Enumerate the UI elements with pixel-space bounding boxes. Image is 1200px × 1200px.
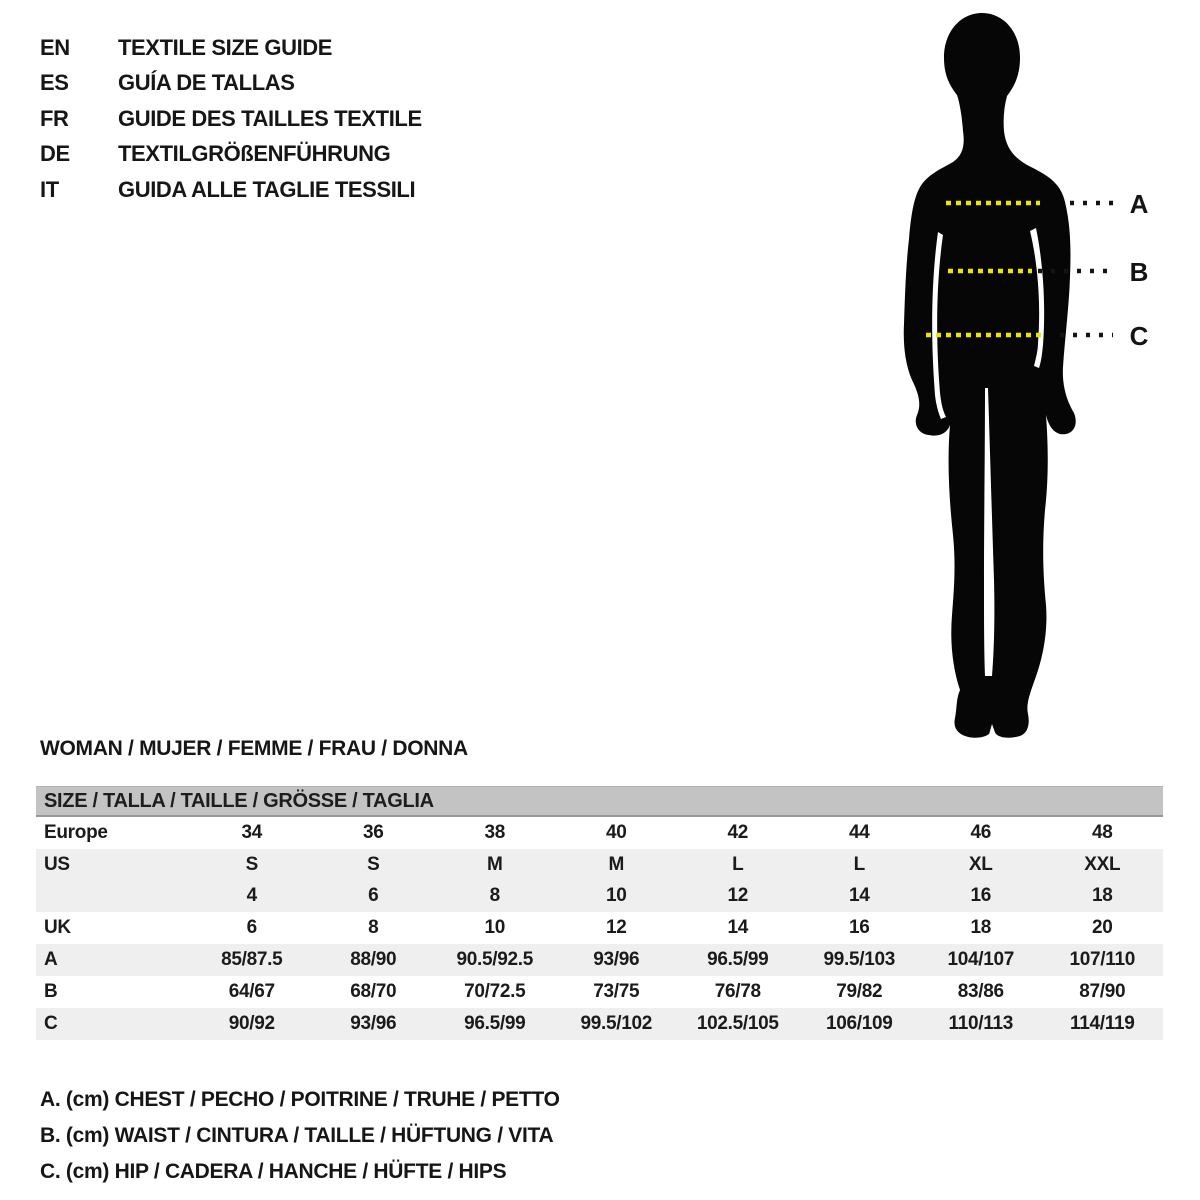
table-row-europe [36, 817, 1163, 849]
table-cell: 93/96 [350, 1012, 397, 1034]
table-cell: 90.5/92.5 [456, 949, 534, 971]
table-cell: 110/113 [948, 1012, 1013, 1034]
table-cell: 99.5/103 [823, 949, 896, 971]
table-cell: 12 [727, 885, 749, 907]
table-cell: 88/90 [350, 949, 397, 971]
table-cell: 38 [484, 821, 506, 843]
table-cell: 40 [605, 821, 627, 843]
table-cell: 6 [368, 885, 379, 907]
table-cell: XXL [1084, 853, 1121, 875]
lang-title-fr: GUIDE DES TAILLES TEXTILE [118, 105, 422, 131]
lang-row-en [40, 30, 422, 66]
row-label: US [44, 853, 70, 875]
marker-label-a: A [1129, 189, 1149, 219]
table-cell: 79/82 [836, 980, 883, 1002]
table-cell: S [245, 853, 258, 875]
table-cell: 114/119 [1070, 1012, 1135, 1034]
language-title-list [40, 30, 422, 208]
lang-code-fr: FR [40, 105, 69, 131]
row-label: A [44, 949, 58, 971]
row-label: UK [44, 917, 71, 939]
legend-waist: B. (cm) WAIST / CINTURA / TAILLE / HÜFTUNG / VITA [40, 1124, 554, 1147]
table-cell: 96.5/99 [464, 1012, 526, 1034]
table-cell: 99.5/102 [580, 1012, 653, 1034]
table-cell: 87/90 [1079, 980, 1126, 1002]
table-cell: 68/70 [350, 980, 397, 1002]
table-cell: 107/110 [1069, 949, 1136, 971]
lang-title-it: GUIDA ALLE TAGLIE TESSILI [118, 176, 416, 202]
lang-code-es: ES [40, 70, 69, 96]
table-cell: 42 [727, 821, 749, 843]
lang-code-en: EN [40, 34, 70, 60]
table-cell: L [853, 853, 865, 875]
marker-label-b: B [1129, 257, 1149, 287]
lang-code-de: DE [40, 141, 70, 167]
legend-chest: A. (cm) CHEST / PECHO / POITRINE / TRUHE / PETTO [40, 1088, 560, 1111]
table-cell: S [367, 853, 380, 875]
table-cell: 73/75 [593, 980, 640, 1002]
size-table-header: SIZE / TALLA / TAILLE / GRÖSSE / TAGLIA [36, 786, 1163, 817]
lang-title-de: TEXTILGRÖßENFÜHRUNG [118, 141, 391, 167]
lang-row-es [40, 66, 422, 102]
table-cell: 85/87.5 [221, 949, 283, 971]
table-cell: 10 [484, 917, 506, 939]
lang-title-en: TEXTILE SIZE GUIDE [118, 34, 333, 60]
table-row-hip-c [36, 1008, 1163, 1040]
table-row-uk [36, 912, 1163, 944]
table-cell: 8 [489, 885, 500, 907]
table-cell: 76/78 [714, 980, 761, 1002]
marker-label-c: C [1129, 321, 1149, 351]
table-cell: M [608, 853, 625, 875]
table-cell: 64/67 [228, 980, 275, 1002]
table-cell: L [732, 853, 744, 875]
row-label: B [44, 980, 58, 1002]
table-cell: 46 [970, 821, 992, 843]
table-cell: 34 [241, 821, 263, 843]
table-row-us [36, 849, 1163, 881]
table-row-chest-a [36, 944, 1163, 976]
size-table [36, 786, 1163, 1040]
table-cell: 106/109 [825, 1012, 893, 1034]
row-label: C [44, 1012, 58, 1034]
table-cell: M [486, 853, 503, 875]
table-cell: 12 [605, 917, 627, 939]
table-cell: 16 [970, 885, 992, 907]
measurement-legend [40, 1082, 560, 1190]
table-cell: 93/96 [593, 949, 640, 971]
table-cell: 104/107 [947, 949, 1015, 971]
table-cell: 102.5/105 [696, 1012, 779, 1034]
section-title-woman: WOMAN / MUJER / FEMME / FRAU / DONNA [40, 737, 468, 760]
lang-code-it: IT [40, 176, 59, 202]
table-cell: 18 [970, 917, 992, 939]
table-cell: 48 [1091, 821, 1113, 843]
row-label: Europe [44, 821, 108, 843]
table-cell: 20 [1091, 917, 1113, 939]
lang-row-it [40, 172, 422, 208]
table-cell: 14 [848, 885, 870, 907]
table-row-us-numeric [36, 881, 1163, 913]
table-cell: 44 [848, 821, 870, 843]
table-cell: 10 [605, 885, 627, 907]
lang-row-fr [40, 101, 422, 137]
woman-silhouette-figure [880, 0, 1200, 760]
legend-hip: C. (cm) HIP / CADERA / HANCHE / HÜFTE / HIPS [40, 1160, 507, 1183]
table-cell: 36 [362, 821, 384, 843]
table-cell: 83/86 [957, 980, 1004, 1002]
table-cell: 90/92 [228, 1012, 275, 1034]
table-cell: 16 [848, 917, 870, 939]
table-cell: 6 [246, 917, 257, 939]
table-cell: 70/72.5 [464, 980, 526, 1002]
lang-title-es: GUÍA DE TALLAS [118, 70, 295, 96]
table-cell: 18 [1091, 885, 1113, 907]
table-cell: 14 [727, 917, 749, 939]
table-cell: XL [968, 853, 993, 875]
lang-row-de [40, 137, 422, 173]
table-cell: 96.5/99 [707, 949, 769, 971]
table-row-waist-b [36, 976, 1163, 1008]
table-cell: 8 [368, 917, 379, 939]
table-cell: 4 [246, 885, 257, 907]
